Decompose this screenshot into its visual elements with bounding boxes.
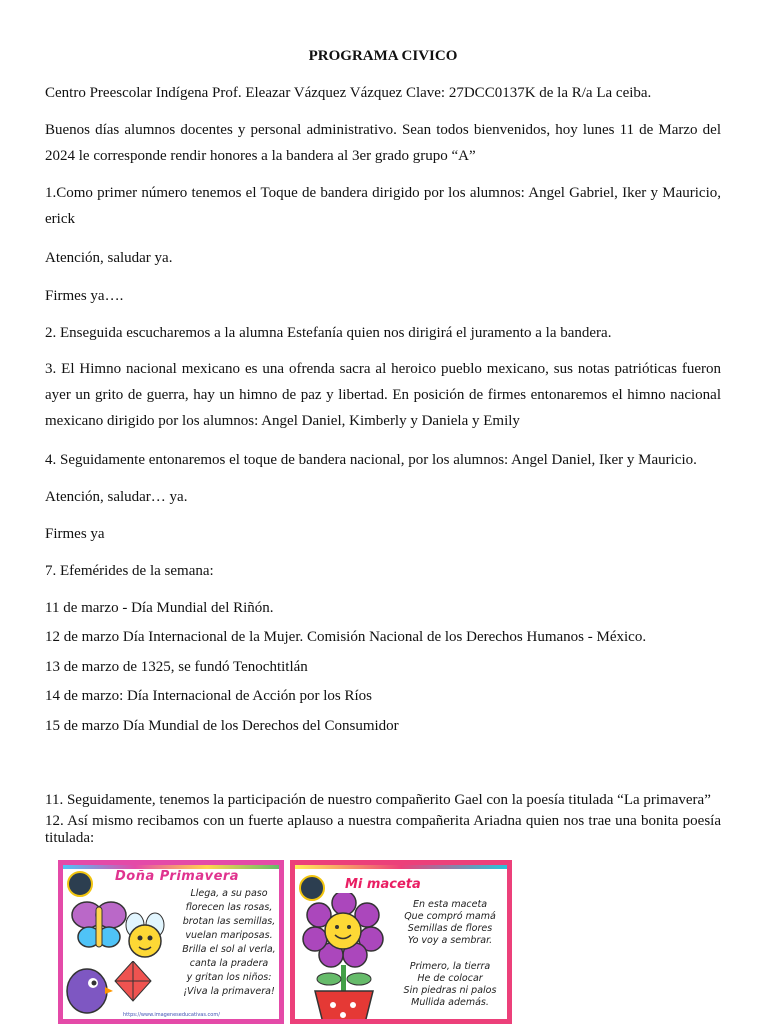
item-2: 2. Enseguida escucharemos a la alumna Estefanía quien nos dirigirá el juramento a la bandera. xyxy=(45,325,612,341)
item-7: 7. Efemérides de la semana: xyxy=(45,563,214,579)
verse-line: Que compró mamá xyxy=(404,911,496,922)
command-attention-2: Atención, saludar… ya. xyxy=(45,489,188,505)
poster-mi-maceta xyxy=(290,860,512,1024)
item-11: 11. Seguidamente, tenemos la participación de nuestro compañerito Gael con la poesía titulada “La primavera” xyxy=(45,792,711,808)
poem-verse-a xyxy=(391,899,509,947)
verse-line: vuelan mariposas. xyxy=(185,930,273,941)
kite-icon xyxy=(113,961,153,1011)
bee-icon xyxy=(121,907,169,963)
verse-line: ¡Viva la primavera! xyxy=(183,986,275,997)
verse-line: Mullida además. xyxy=(411,997,489,1008)
poem-verse-b xyxy=(391,961,509,1009)
poem-posters xyxy=(58,860,518,1024)
ephemeris-4: 14 de marzo: Día Internacional de Acción por los Ríos xyxy=(45,688,372,704)
bird-icon xyxy=(63,961,113,1017)
item-4: 4. Seguidamente entonaremos el toque de bandera nacional, por los alumnos: Angel Daniel, Iker y Mauricio. xyxy=(45,452,697,468)
logo-icon xyxy=(67,871,93,897)
ephemeris-3: 13 de marzo de 1325, se fundó Tenochtitlán xyxy=(45,659,308,675)
ephemeris-5: 15 de marzo Día Mundial de los Derechos del Consumidor xyxy=(45,718,399,734)
verse-line: Primero, la tierra xyxy=(409,961,491,972)
verse-line: florecen las rosas, xyxy=(185,902,273,913)
verse-line: He de colocar xyxy=(417,973,483,984)
ephemeris-1: 11 de marzo - Día Mundial del Riñón. xyxy=(45,600,274,616)
verse-line: Brilla el sol al verla, xyxy=(182,944,276,955)
verse-line: Llega, a su paso xyxy=(190,888,268,899)
command-firm-1: Firmes ya…. xyxy=(45,288,124,304)
flower-pot-icon xyxy=(301,893,387,1023)
verse-line: brotan las semillas, xyxy=(182,916,276,927)
poem-verse xyxy=(175,887,283,999)
verse-line: canta la pradera xyxy=(189,958,269,969)
butterfly-icon xyxy=(69,895,129,955)
poster-dona-primavera xyxy=(58,860,284,1024)
command-attention-1: Atención, saludar ya. xyxy=(45,250,173,266)
verse-line: Sin piedras ni palos xyxy=(403,985,497,996)
verse-line: Yo voy a sembrar. xyxy=(407,935,493,946)
verse-line: En esta maceta xyxy=(412,899,488,910)
item-3: 3. El Himno nacional mexicano es una ofrenda sacra al heroico pueblo mexicano, sus notas patrióticas fueron ayer un grito de guerra, hay un himno de paz y libertad. En posición de firmes entonaremos el himno nacional mexicano dirigido por los alumnos: Angel Daniel, Kimberly y Daniela y Emily xyxy=(45,361,721,429)
verse-line: y gritan los niños: xyxy=(186,972,272,983)
item-1: 1.Como primer número tenemos el Toque de bandera dirigido por los alumnos: Angel Gabriel, Iker y Mauricio, erick xyxy=(45,185,721,227)
command-firm-2: Firmes ya xyxy=(45,526,105,542)
item-12: 12. Así mismo recibamos con un fuerte aplauso a nuestra compañerita Ariadna quien nos trae una bonita poesía titulada: xyxy=(45,813,721,846)
ephemeris-2: 12 de marzo Día Internacional de la Mujer. Comisión Nacional de los Derechos Humanos - México. xyxy=(45,629,647,645)
page-title: PROGRAMA CIVICO xyxy=(308,48,458,64)
poster-title: Doña Primavera xyxy=(115,869,240,884)
welcome-paragraph: Buenos días alumnos docentes y personal administrativo. Sean todos bienvenidos, hoy lunes 11 de Marzo del 2024 le corresponde rendir honores a la bandera al 3er grado grupo “A” xyxy=(45,122,721,164)
verse-line: Semillas de flores xyxy=(407,923,493,934)
school-line: Centro Preescolar Indígena Prof. Eleazar Vázquez Vázquez Clave: 27DCC0137K de la R/a La ceiba. xyxy=(45,85,652,101)
poster-title: Mi maceta xyxy=(345,877,421,892)
poster-url: https://www.imageneseducativas.com/ xyxy=(123,1012,220,1018)
